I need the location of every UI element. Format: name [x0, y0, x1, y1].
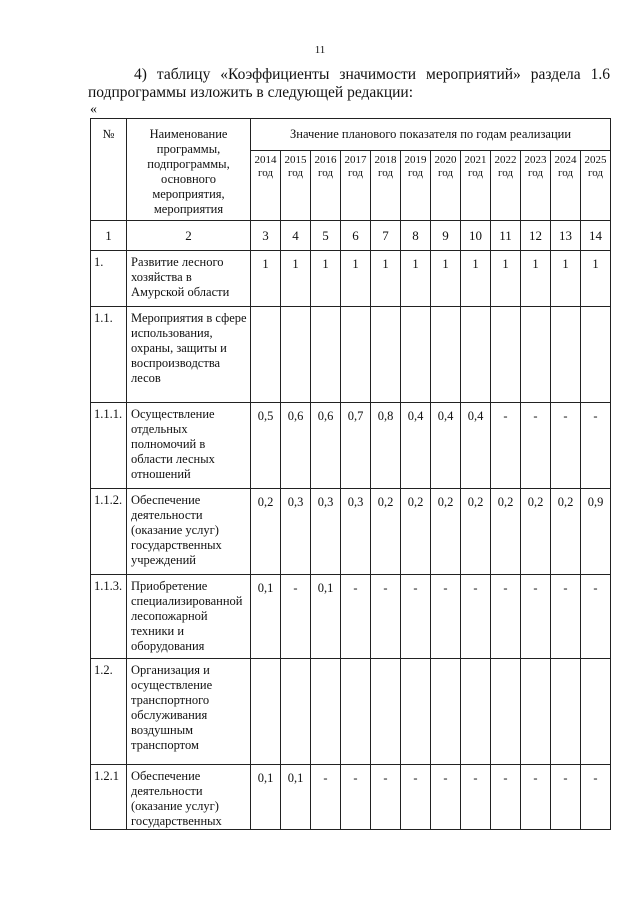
column-number: 6 — [341, 221, 371, 251]
row-value-2019 — [401, 307, 431, 403]
row-value-2021: 0,4 — [461, 403, 491, 489]
row-value-2019: - — [401, 765, 431, 830]
header-year-2016 — [311, 151, 341, 221]
header-year-2024 — [551, 151, 581, 221]
row-value-2024: - — [551, 575, 581, 659]
row-value-2015: 0,1 — [281, 765, 311, 830]
header-year-2021 — [461, 151, 491, 221]
column-number: 8 — [401, 221, 431, 251]
year-suffix: год — [467, 167, 484, 179]
row-name: Мероприятия в сфере использования, охраны, защиты и воспроизводства лесов — [127, 307, 251, 403]
row-value-2020: 0,2 — [431, 489, 461, 575]
row-value-2018 — [371, 659, 401, 765]
year-suffix: год — [407, 167, 424, 179]
row-value-2024: - — [551, 765, 581, 830]
table-row — [91, 307, 611, 403]
column-number: 14 — [581, 221, 611, 251]
year-suffix: год — [317, 167, 334, 179]
column-number: 10 — [461, 221, 491, 251]
year-label: 2020 — [434, 154, 457, 166]
header-row-1 — [91, 119, 611, 151]
year-suffix: год — [527, 167, 544, 179]
row-value-2020: - — [431, 575, 461, 659]
year-label: 2017 — [344, 154, 367, 166]
row-value-2023: - — [521, 403, 551, 489]
row-value-2018: 0,2 — [371, 489, 401, 575]
row-value-2024 — [551, 307, 581, 403]
row-value-2022: - — [491, 403, 521, 489]
column-number: 12 — [521, 221, 551, 251]
row-value-2016: 0,6 — [311, 403, 341, 489]
row-value-2016: 0,3 — [311, 489, 341, 575]
row-number: 1.2.1 — [91, 765, 127, 830]
table-row — [91, 765, 611, 830]
row-value-2025: - — [581, 765, 611, 830]
row-value-2017: 0,7 — [341, 403, 371, 489]
row-value-2024: 0,2 — [551, 489, 581, 575]
row-value-2023 — [521, 307, 551, 403]
row-value-2024: 1 — [551, 251, 581, 307]
column-number: 11 — [491, 221, 521, 251]
row-value-2022: 0,2 — [491, 489, 521, 575]
row-value-2019: - — [401, 575, 431, 659]
header-values-group: Значение планового показателя по годам реализации — [251, 119, 611, 151]
row-value-2024 — [551, 659, 581, 765]
row-value-2019: 1 — [401, 251, 431, 307]
year-suffix: год — [588, 167, 604, 179]
header-name: Наименование программы, подпрограммы, основного мероприятия, мероприятия — [127, 119, 251, 221]
row-value-2017 — [341, 659, 371, 765]
year-suffix: год — [377, 167, 394, 179]
page-number: 11 — [314, 44, 326, 56]
row-value-2017: - — [341, 765, 371, 830]
column-number: 2 — [127, 221, 251, 251]
row-value-2025: 0,9 — [581, 489, 611, 575]
row-value-2014 — [251, 307, 281, 403]
row-value-2017 — [341, 307, 371, 403]
table-row — [91, 403, 611, 489]
year-label: 2022 — [494, 154, 517, 166]
year-label: 2023 — [524, 154, 547, 166]
table-row — [91, 489, 611, 575]
column-number: 13 — [551, 221, 581, 251]
row-value-2021: 1 — [461, 251, 491, 307]
row-number: 1.1. — [91, 307, 127, 403]
header-year-2017 — [341, 151, 371, 221]
year-suffix: год — [557, 167, 574, 179]
row-value-2023: - — [521, 765, 551, 830]
header-year-2019 — [401, 151, 431, 221]
row-value-2018: - — [371, 765, 401, 830]
row-value-2015: - — [281, 575, 311, 659]
row-value-2021: - — [461, 765, 491, 830]
row-value-2015: 0,3 — [281, 489, 311, 575]
year-label: 2014 — [254, 154, 277, 166]
year-label: 2024 — [554, 154, 577, 166]
header-year-2022 — [491, 151, 521, 221]
column-number: 3 — [251, 221, 281, 251]
row-value-2025: - — [581, 403, 611, 489]
column-number: 7 — [371, 221, 401, 251]
row-value-2022: - — [491, 765, 521, 830]
row-value-2017: 0,3 — [341, 489, 371, 575]
column-number-row — [91, 221, 611, 251]
significance-table — [90, 118, 611, 830]
row-value-2018: - — [371, 575, 401, 659]
year-label: 2018 — [374, 154, 397, 166]
row-value-2019: 0,4 — [401, 403, 431, 489]
row-value-2023: 0,2 — [521, 489, 551, 575]
row-value-2014 — [251, 659, 281, 765]
row-value-2022: - — [491, 575, 521, 659]
row-value-2016 — [311, 307, 341, 403]
row-value-2015 — [281, 659, 311, 765]
row-value-2025: - — [581, 575, 611, 659]
row-value-2021 — [461, 659, 491, 765]
row-value-2021: 0,2 — [461, 489, 491, 575]
row-value-2018 — [371, 307, 401, 403]
header-year-2015 — [281, 151, 311, 221]
row-value-2016: - — [311, 765, 341, 830]
row-value-2023: 1 — [521, 251, 551, 307]
row-value-2015: 1 — [281, 251, 311, 307]
row-value-2025 — [581, 659, 611, 765]
row-value-2021 — [461, 307, 491, 403]
header-year-2018 — [371, 151, 401, 221]
row-value-2017: 1 — [341, 251, 371, 307]
row-value-2024: - — [551, 403, 581, 489]
year-suffix: год — [497, 167, 514, 179]
row-value-2022 — [491, 307, 521, 403]
opening-quote: « — [90, 102, 97, 117]
year-suffix: год — [287, 167, 304, 179]
row-name: Осуществление отдельных полномочий в области лесных отношений — [127, 403, 251, 489]
year-label: 2025 — [584, 154, 607, 166]
row-value-2025 — [581, 307, 611, 403]
row-name: Организация и осуществление транспортного обслуживания воздушным транспортом — [127, 659, 251, 765]
row-value-2014: 0,2 — [251, 489, 281, 575]
row-name: Приобретение специализированной лесопожарной техники и оборудования — [127, 575, 251, 659]
row-value-2016: 0,1 — [311, 575, 341, 659]
row-number: 1.1.2. — [91, 489, 127, 575]
year-suffix: год — [257, 167, 274, 179]
row-value-2014: 0,1 — [251, 765, 281, 830]
row-value-2017: - — [341, 575, 371, 659]
header-year-2023 — [521, 151, 551, 221]
row-value-2018: 0,8 — [371, 403, 401, 489]
row-value-2014: 0,5 — [251, 403, 281, 489]
intro-paragraph — [88, 66, 610, 102]
row-value-2018: 1 — [371, 251, 401, 307]
row-value-2025: 1 — [581, 251, 611, 307]
column-number: 9 — [431, 221, 461, 251]
row-name: Развитие лесного хозяйства в Амурской области — [127, 251, 251, 307]
row-number: 1.1.1. — [91, 403, 127, 489]
row-value-2019 — [401, 659, 431, 765]
year-label: 2021 — [464, 154, 487, 166]
row-value-2019: 0,2 — [401, 489, 431, 575]
intro-line-1: 4) таблицу «Коэффициенты значимости мероприятий» раздела 1.6 — [134, 66, 610, 83]
row-value-2020 — [431, 659, 461, 765]
row-value-2014: 1 — [251, 251, 281, 307]
row-number: 1.1.3. — [91, 575, 127, 659]
header-num: № — [91, 119, 127, 221]
row-value-2015: 0,6 — [281, 403, 311, 489]
row-value-2020 — [431, 307, 461, 403]
row-value-2020: 1 — [431, 251, 461, 307]
row-value-2020: 0,4 — [431, 403, 461, 489]
intro-line-2: подпрограммы изложить в следующей редакции: — [88, 84, 414, 101]
row-value-2023: - — [521, 575, 551, 659]
year-suffix: год — [437, 167, 454, 179]
table-row — [91, 575, 611, 659]
row-value-2014: 0,1 — [251, 575, 281, 659]
row-number: 1. — [91, 251, 127, 307]
table-row — [91, 251, 611, 307]
year-label: 2019 — [404, 154, 427, 166]
row-value-2021: - — [461, 575, 491, 659]
row-value-2023 — [521, 659, 551, 765]
header-year-2014 — [251, 151, 281, 221]
column-number: 5 — [311, 221, 341, 251]
year-suffix: год — [347, 167, 364, 179]
row-value-2016: 1 — [311, 251, 341, 307]
year-label: 2016 — [314, 154, 337, 166]
column-number: 4 — [281, 221, 311, 251]
row-value-2015 — [281, 307, 311, 403]
row-name: Обеспечение деятельности (оказание услуг) государственных учреждений — [127, 489, 251, 575]
table-row — [91, 659, 611, 765]
row-value-2022: 1 — [491, 251, 521, 307]
header-year-2020 — [431, 151, 461, 221]
column-number: 1 — [91, 221, 127, 251]
row-value-2022 — [491, 659, 521, 765]
header-year-2025 — [581, 151, 611, 221]
year-label: 2015 — [284, 154, 307, 166]
row-value-2020: - — [431, 765, 461, 830]
row-number: 1.2. — [91, 659, 127, 765]
row-value-2016 — [311, 659, 341, 765]
row-name: Обеспечение деятельности (оказание услуг) государственных — [127, 765, 251, 830]
